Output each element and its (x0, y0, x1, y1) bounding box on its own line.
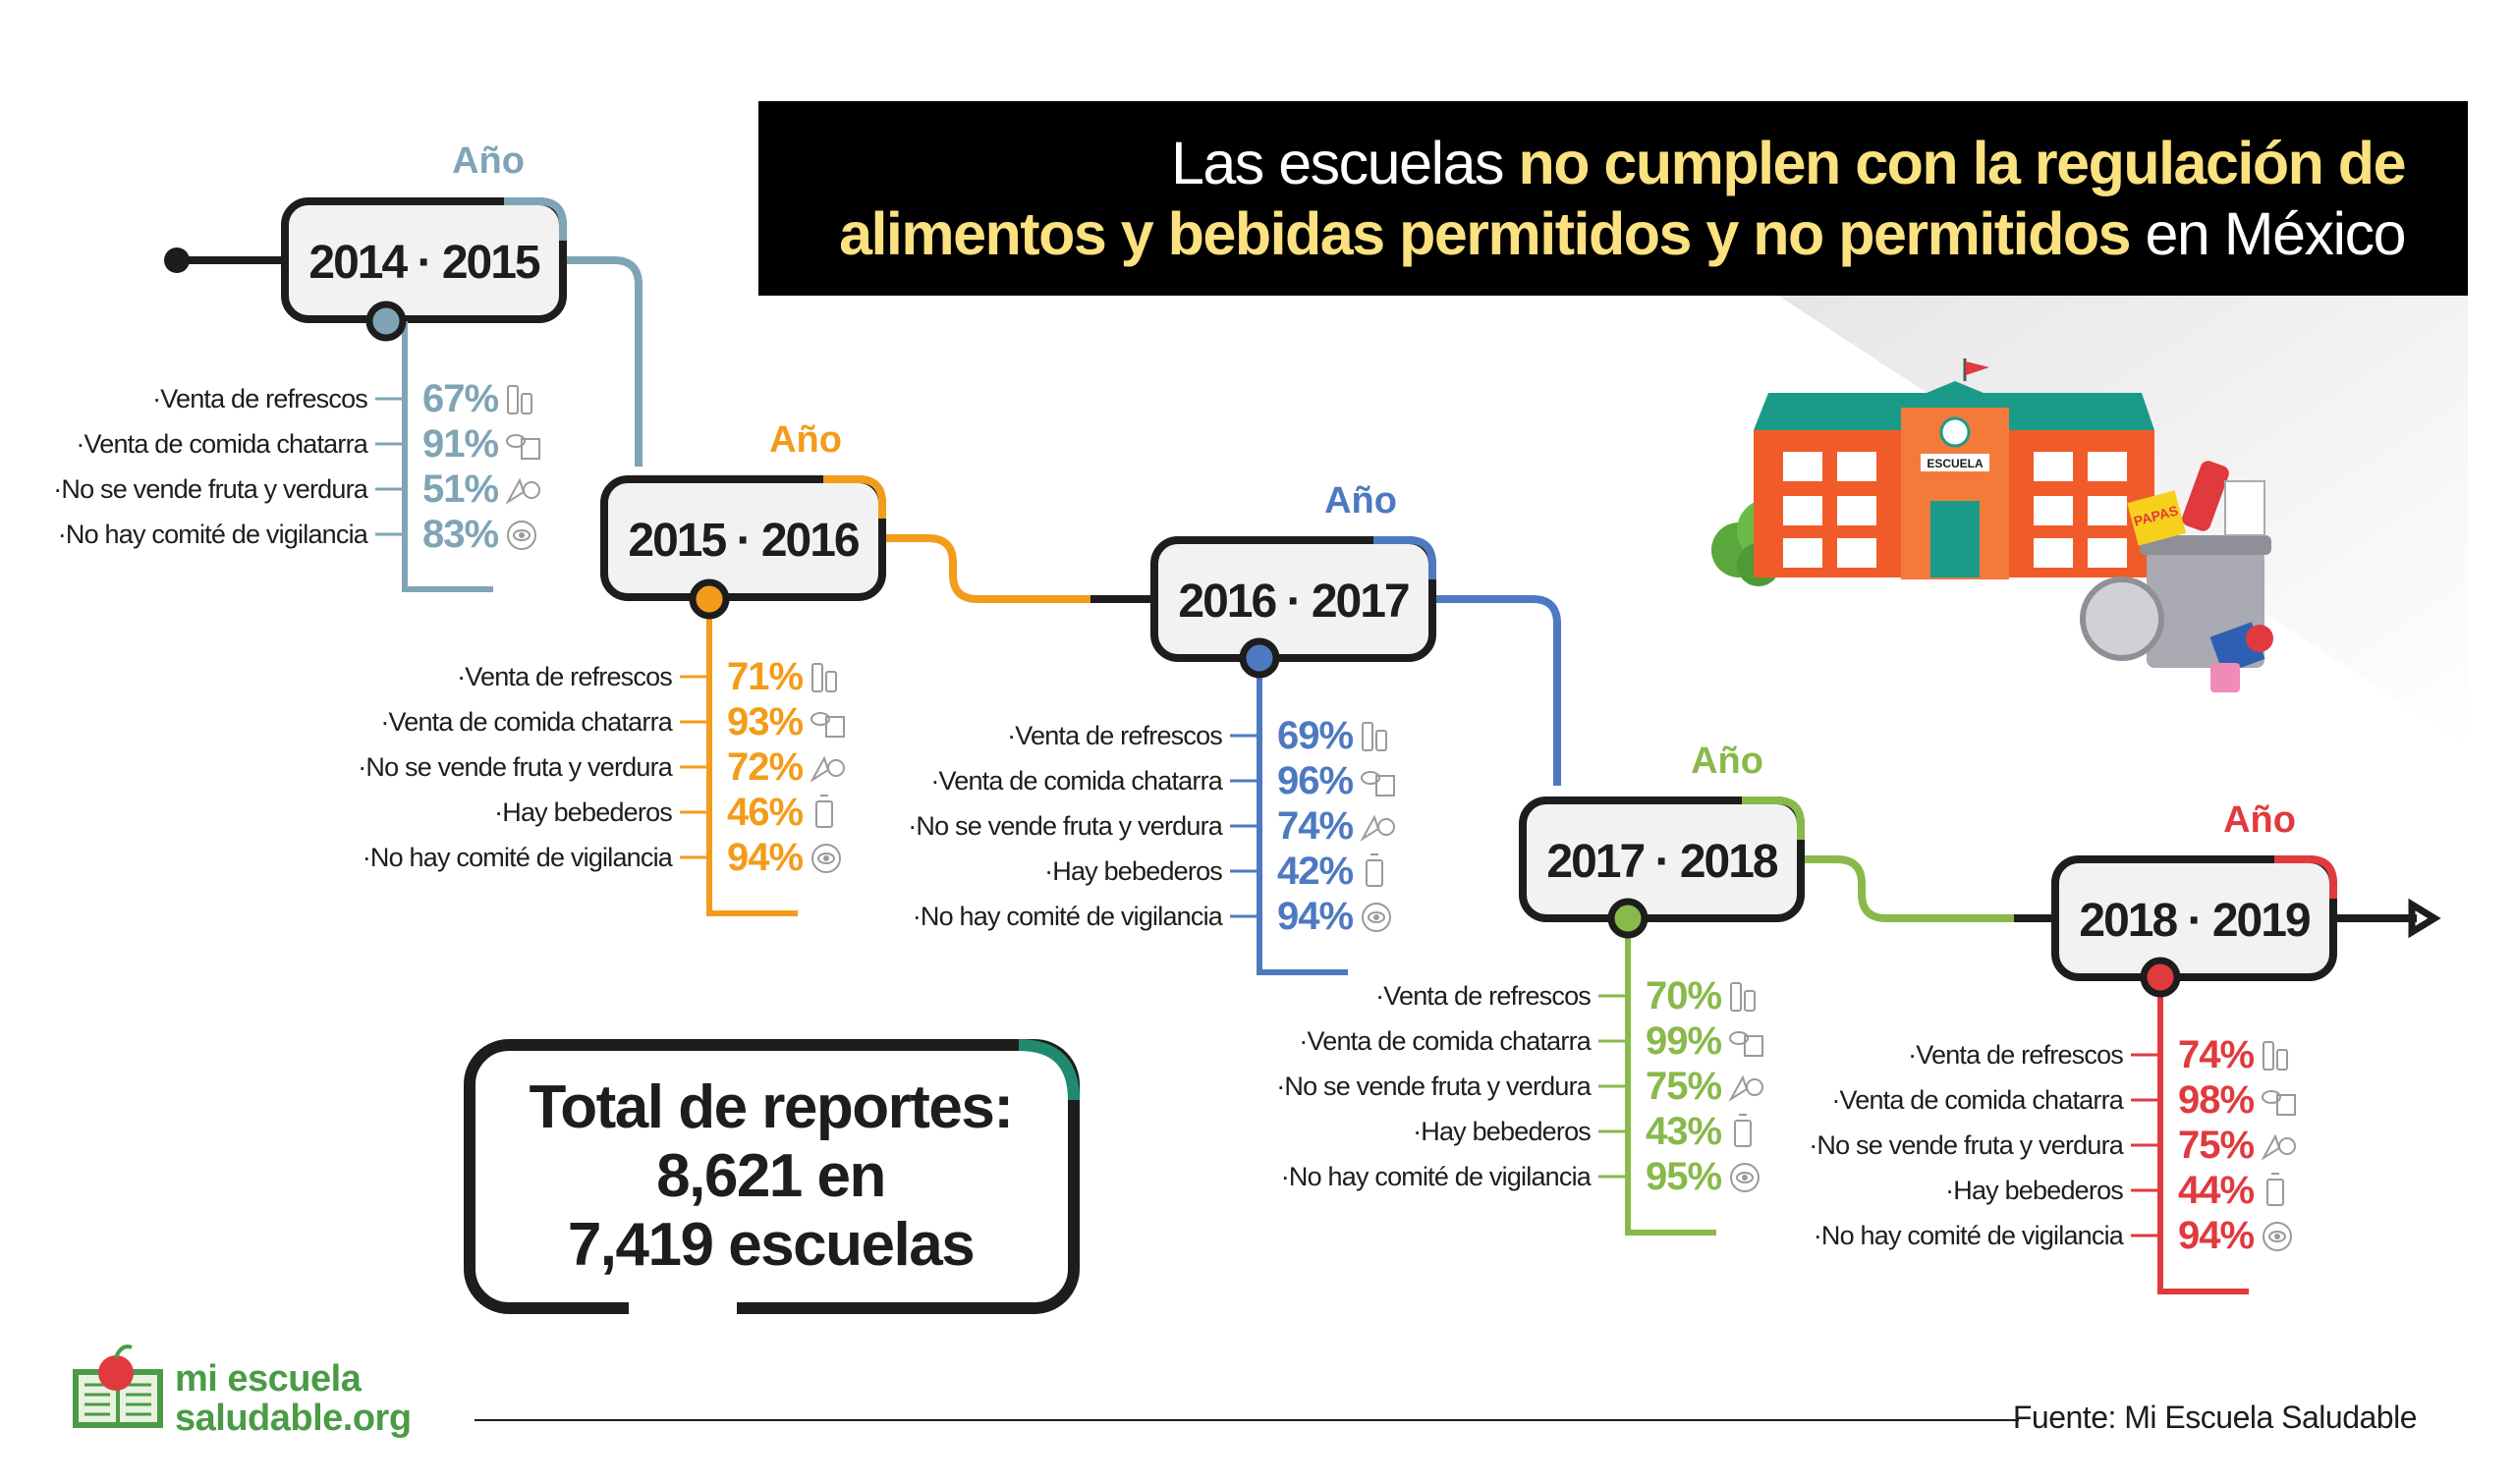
indicator-label: ·Hay bebederos (1413, 1117, 1591, 1146)
indicator-row (1809, 1124, 2295, 1167)
indicator-value: 67% (422, 377, 499, 420)
junk-food-icon (1362, 772, 1394, 796)
connector-2016-2017 (1432, 599, 1557, 786)
period-dot (2144, 961, 2177, 994)
indicator-value: 71% (727, 655, 804, 698)
title-part-4: en México (2130, 200, 2405, 267)
indicator-value: 46% (727, 791, 804, 834)
period-3 (908, 480, 1432, 972)
indicator-label: ·No hay comité de vigilancia (1280, 1162, 1591, 1191)
period-dot (369, 304, 403, 338)
indicator-label: ·Venta de comida chatarra (380, 707, 672, 737)
indicator-label: ·No hay comité de vigilancia (1813, 1221, 2123, 1250)
indicator-label: ·Venta de refrescos (1908, 1040, 2123, 1070)
indicator-row (1281, 1155, 1759, 1198)
indicator-row (1831, 1078, 2295, 1122)
connector-2017-2018 (1800, 859, 2014, 918)
indicator-row (1908, 1033, 2287, 1076)
indicator-row (930, 759, 1394, 802)
period-5 (1809, 799, 2333, 1292)
connector-2015-2016 (881, 538, 1090, 599)
indicator-row (358, 745, 844, 789)
year-label: 2016 · 2017 (1178, 576, 1409, 628)
year-word: Año (2223, 799, 2296, 841)
indicator-value: 93% (727, 700, 804, 743)
indicator-value: 96% (1277, 759, 1354, 802)
title-part-3: alimentos y bebidas permitidos y no permitidos (839, 200, 2131, 267)
indicator-label: ·No hay comité de vigilancia (362, 843, 672, 872)
indicator-label: ·Venta de refrescos (1007, 721, 1222, 750)
indicator-row (76, 422, 539, 466)
indicator-value: 44% (2178, 1169, 2255, 1212)
drinks-icon (508, 386, 531, 413)
year-label: 2018 · 2019 (2079, 895, 2310, 947)
junk-food-icon (507, 435, 539, 459)
indicator-value: 69% (1277, 714, 1354, 757)
indicator-label: ·No se vende fruta y verdura (908, 811, 1222, 841)
indicator-row (1276, 1065, 1762, 1108)
total-reportes (464, 1041, 1078, 1311)
logo[interactable] (175, 1359, 412, 1438)
total-line-1: Total de reportes: (529, 1072, 1013, 1141)
year-label: 2015 · 2016 (628, 515, 859, 567)
book-apple-icon (73, 1347, 163, 1428)
indicator-row (1814, 1214, 2291, 1257)
drinks-icon (1731, 983, 1755, 1011)
eye-icon (1363, 904, 1390, 931)
junk-food-icon (2263, 1091, 2295, 1115)
eye-icon (2264, 1223, 2291, 1250)
indicator-row (1375, 974, 1755, 1017)
period-dot (1243, 641, 1276, 675)
indicator-label: ·No se vende fruta y verdura (1276, 1072, 1591, 1101)
indicator-row (494, 791, 832, 834)
indicator-row (1413, 1110, 1751, 1153)
fruit-icon (2264, 1136, 2295, 1158)
indicator-label: ·Venta de comida chatarra (1831, 1085, 2123, 1115)
junk-food-icon (811, 713, 844, 737)
year-word: Año (769, 419, 842, 461)
title-line-1 (1171, 128, 2405, 198)
water-fountain-icon (816, 796, 832, 827)
indicator-label: ·No se vende fruta y verdura (1809, 1130, 2123, 1160)
title-part-1: Las escuelas (1170, 130, 1519, 196)
connector-2014-2015 (562, 260, 639, 467)
eye-icon (1731, 1164, 1759, 1191)
junk-food-icon (1730, 1032, 1762, 1056)
indicator-label: ·No hay comité de vigilancia (912, 902, 1222, 931)
title-line-2 (839, 198, 2405, 269)
period-1 (53, 140, 563, 589)
indicator-row (908, 804, 1394, 848)
water-fountain-icon (2267, 1174, 2283, 1205)
period-dot (1611, 902, 1645, 935)
indicator-value: 94% (2178, 1214, 2255, 1257)
year-word: Año (452, 140, 525, 182)
indicator-label: ·Hay bebederos (494, 797, 672, 827)
indicator-row (1299, 1019, 1762, 1063)
period-dot (693, 582, 726, 616)
indicator-value: 72% (727, 745, 804, 789)
indicator-value: 91% (422, 422, 499, 466)
indicator-row (58, 513, 535, 556)
fruit-icon (508, 480, 539, 502)
timeline-start-dot (164, 247, 190, 273)
indicator-value: 99% (1646, 1019, 1722, 1063)
indicator-value: 94% (1277, 895, 1354, 938)
indicator-value: 75% (1646, 1065, 1722, 1108)
indicator-value: 98% (2178, 1078, 2255, 1122)
indicator-value: 51% (422, 467, 499, 511)
eye-icon (508, 522, 535, 549)
chips-label: PAPAS (2132, 502, 2180, 529)
indicator-value: 70% (1646, 974, 1722, 1017)
indicator-row (363, 836, 840, 879)
total-line-3: 7,419 escuelas (567, 1210, 975, 1279)
period-4 (1276, 741, 1801, 1233)
indicator-value: 74% (1277, 804, 1354, 848)
indicator-label: ·Venta de comida chatarra (930, 766, 1222, 796)
indicator-row (1044, 850, 1382, 893)
indicator-label: ·No hay comité de vigilancia (57, 520, 367, 549)
indicator-row (913, 895, 1390, 938)
indicator-row (457, 655, 836, 698)
fruit-icon (1731, 1077, 1762, 1099)
fruit-icon (1363, 817, 1394, 839)
indicator-label: ·Venta de refrescos (457, 662, 672, 691)
indicator-value: 75% (2178, 1124, 2255, 1167)
eye-icon (812, 845, 840, 872)
water-fountain-icon (1367, 854, 1382, 886)
logo-line-1: mi escuela (175, 1358, 362, 1400)
total-line-2: 8,621 en (656, 1141, 885, 1210)
water-fountain-icon (1735, 1115, 1751, 1146)
indicator-value: 83% (422, 513, 499, 556)
year-label: 2014 · 2015 (308, 237, 539, 289)
timeline-arrow-icon (2412, 905, 2434, 932)
indicator-label: ·Venta de refrescos (152, 384, 367, 413)
year-word: Año (1324, 480, 1397, 522)
indicator-value: 95% (1646, 1155, 1722, 1198)
source-note: Fuente: Mi Escuela Saludable (2012, 1400, 2417, 1435)
indicator-label: ·Venta de refrescos (1375, 981, 1591, 1011)
indicator-row (1007, 714, 1386, 757)
logo-line-2: saludable.org (175, 1398, 412, 1439)
title-banner (758, 101, 2468, 296)
indicator-label: ·Hay bebederos (1945, 1176, 2123, 1205)
indicator-label: ·No se vende fruta y verdura (358, 752, 672, 782)
drinks-icon (812, 664, 836, 691)
indicator-value: 42% (1277, 850, 1354, 893)
indicator-value: 43% (1646, 1110, 1722, 1153)
school-sign: ESCUELA (1927, 457, 1984, 470)
indicator-row (53, 467, 539, 511)
drinks-icon (1363, 723, 1386, 750)
drinks-icon (2264, 1042, 2287, 1070)
indicator-value: 74% (2178, 1033, 2255, 1076)
year-label: 2017 · 2018 (1546, 836, 1777, 888)
title-part-2: no cumplen con la regulación de (1518, 130, 2405, 196)
indicator-label: ·No se vende fruta y verdura (53, 474, 367, 504)
indicator-label: ·Venta de comida chatarra (1299, 1026, 1591, 1056)
indicator-value: 94% (727, 836, 804, 879)
indicator-row (1945, 1169, 2283, 1212)
indicator-row (152, 377, 531, 420)
fruit-icon (812, 758, 844, 780)
indicator-label: ·Venta de comida chatarra (76, 429, 367, 459)
indicator-row (380, 700, 844, 743)
indicator-label: ·Hay bebederos (1044, 856, 1222, 886)
year-word: Año (1691, 741, 1763, 782)
